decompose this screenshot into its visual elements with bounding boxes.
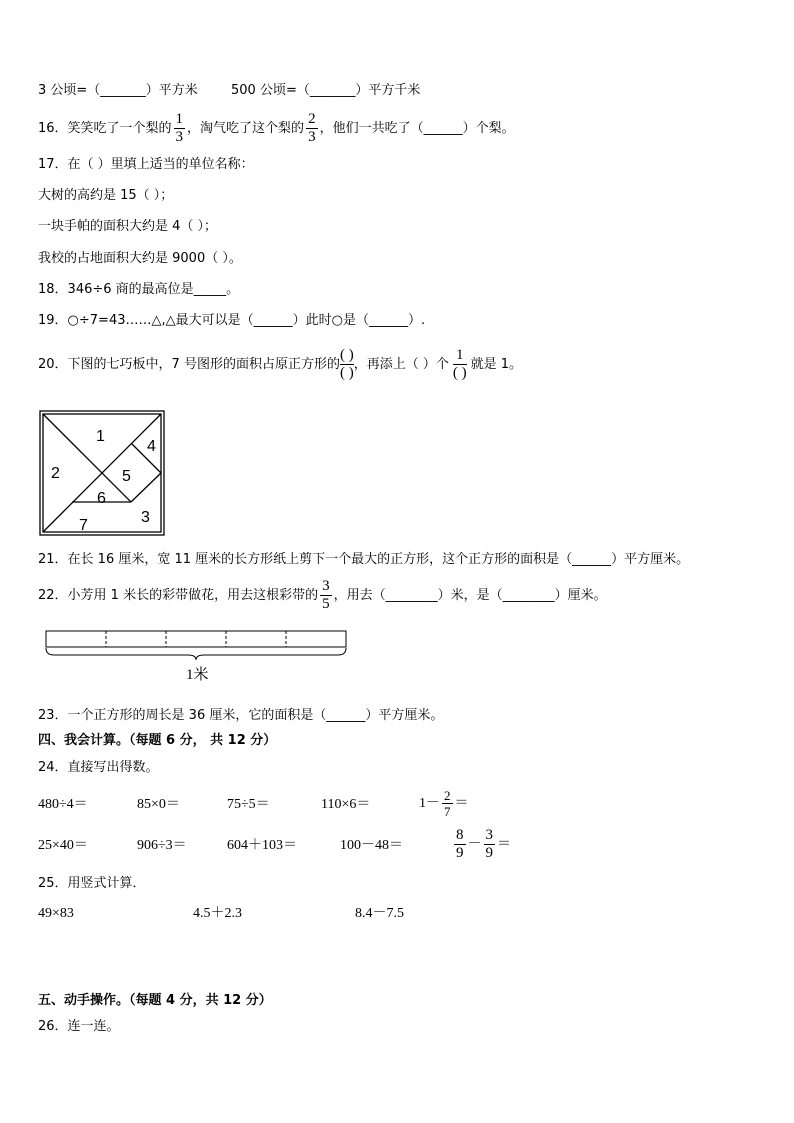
question-20 (38, 345, 522, 385)
calc-1-5-pre: 1－ (419, 796, 440, 811)
q16-f1-num: 1 (175, 111, 184, 127)
question-18: 18．346÷6 商的最高位是_____。 (38, 282, 240, 297)
calc-1-5-num: 2 (444, 788, 451, 804)
q17-handkerchief-area: 一块手帕的面积大约是 4（ ）； (38, 219, 218, 234)
tangram-label-1: 1 (96, 428, 105, 445)
q22-fraction (320, 579, 332, 612)
q16-text-pre: 16．笑笑吃了一个梨的 (38, 121, 172, 136)
ribbon-brace (46, 648, 346, 660)
calc-2-5-fraction-2 (484, 828, 496, 861)
section-4-heading: 四、我会计算。（每题 6 分， 共 12 分） (38, 733, 277, 748)
q15-line-hectare-sqkm: 500 公顷=（_______）平方千米 (231, 83, 421, 98)
q20-fraction-blank (340, 347, 354, 382)
vertical-calc-2: 4.5＋2.3 (193, 906, 242, 921)
q20-f-den: ( ) (339, 365, 354, 381)
calc-1-5-fraction (442, 789, 453, 818)
tangram-label-7: 7 (79, 517, 88, 534)
question-25: 25．用竖式计算． (38, 876, 146, 891)
section-5-heading: 五、动手操作。（每题 4 分，共 12 分） (38, 993, 272, 1008)
calc-2-5-fraction-1 (454, 828, 466, 861)
q20-f2-num: 1 (455, 347, 464, 363)
calc-2-4: 100－48＝ (340, 838, 403, 853)
tangram-label-5: 5 (122, 468, 131, 485)
calc-2-5-den1: 9 (456, 845, 464, 862)
q16-fraction-1 (174, 112, 186, 145)
tangram-label-4: 4 (147, 438, 156, 455)
ribbon-length-label: 1米 (186, 667, 209, 683)
calc-2-5-num2: 3 (485, 827, 493, 844)
tangram-figure (38, 409, 168, 537)
q15-line-hectare-sqm: 3 公顷=（_______）平方米 (38, 83, 198, 98)
q16-text-mid: ，淘气吃了这个梨的 (187, 121, 305, 136)
question-23: 23．一个正方形的周长是 36 厘米，它的面积是（______）平方厘米。 (38, 708, 444, 723)
q22-f-num: 3 (322, 578, 330, 594)
calc-1-1: 480÷4＝ (38, 797, 88, 812)
q20-text-mid: ，再添上（ ）个 (353, 357, 449, 372)
tangram-label-3: 3 (141, 509, 150, 526)
calc-2-2: 906÷3＝ (137, 838, 187, 853)
q22-text-pre: 22．小芳用 1 米长的彩带做花，用去这根彩带的 (38, 588, 319, 603)
calc-2-5-post: ＝ (497, 837, 511, 852)
calc-1-4: 110×6＝ (321, 797, 371, 812)
q16-f1-den: 3 (175, 129, 184, 145)
vertical-calc-1: 49×83 (38, 906, 74, 921)
q22-f-den: 5 (322, 596, 330, 612)
calc-2-5-den2: 9 (485, 845, 493, 862)
tangram-label-6: 6 (97, 490, 106, 507)
q17-tree-height: 大树的高约是 15（ ）； (38, 188, 174, 203)
q17-school-area: 我校的占地面积大约是 9000（ ）。 (38, 251, 242, 266)
q22-text-post: ，用去（________）米，是（________）厘米。 (333, 588, 607, 603)
q16-f2-num: 2 (308, 111, 316, 127)
q20-f2-den: ( ) (452, 365, 467, 381)
q20-f-num: ( ) (339, 347, 354, 363)
q16-f2-den: 3 (308, 129, 316, 145)
calc-1-5-post: ＝ (454, 796, 469, 811)
calc-1-5-den: 7 (444, 804, 451, 820)
calc-2-5 (452, 826, 511, 864)
question-17: 17．在（ ）里填上适当的单位名称： (38, 157, 254, 172)
calc-1-3: 75÷5＝ (227, 797, 270, 812)
q16-text-post: ，他们一共吃了（______）个梨。 (319, 121, 515, 136)
q20-fraction-unit (453, 347, 467, 382)
calc-2-5-op: － (467, 837, 482, 852)
q16-fraction-2 (306, 112, 318, 145)
question-21: 21．在长 16 厘米，宽 11 厘米的长方形纸上剪下一个最大的正方形，这个正方形的面积是（______）平方厘米。 (38, 552, 690, 567)
question-24: 24．直接写出得数。 (38, 760, 159, 775)
question-16 (38, 112, 515, 146)
calc-1-5 (419, 788, 469, 820)
ribbon-diagram (42, 628, 352, 688)
calc-2-1: 25×40＝ (38, 838, 88, 853)
tangram-piece4-edge (131, 443, 161, 473)
vertical-calc-3: 8.4－7.5 (355, 906, 404, 921)
question-19: 19．○÷7=43……△,△最大可以是（______）此时○是（______）. (38, 313, 426, 328)
tangram-piece3-edge (131, 473, 161, 502)
q20-text-pre: 20．下图的七巧板中，7 号图形的面积占原正方形的 (38, 357, 340, 372)
calc-2-5-num1: 8 (456, 827, 464, 844)
calc-2-3: 604＋103＝ (227, 838, 297, 853)
q20-text-post: 就是 1。 (470, 357, 522, 372)
calc-1-2: 85×0＝ (137, 797, 180, 812)
question-22 (38, 578, 607, 614)
ribbon-bar (46, 631, 346, 647)
question-26: 26．连一连。 (38, 1019, 120, 1034)
tangram-label-2: 2 (51, 465, 60, 482)
